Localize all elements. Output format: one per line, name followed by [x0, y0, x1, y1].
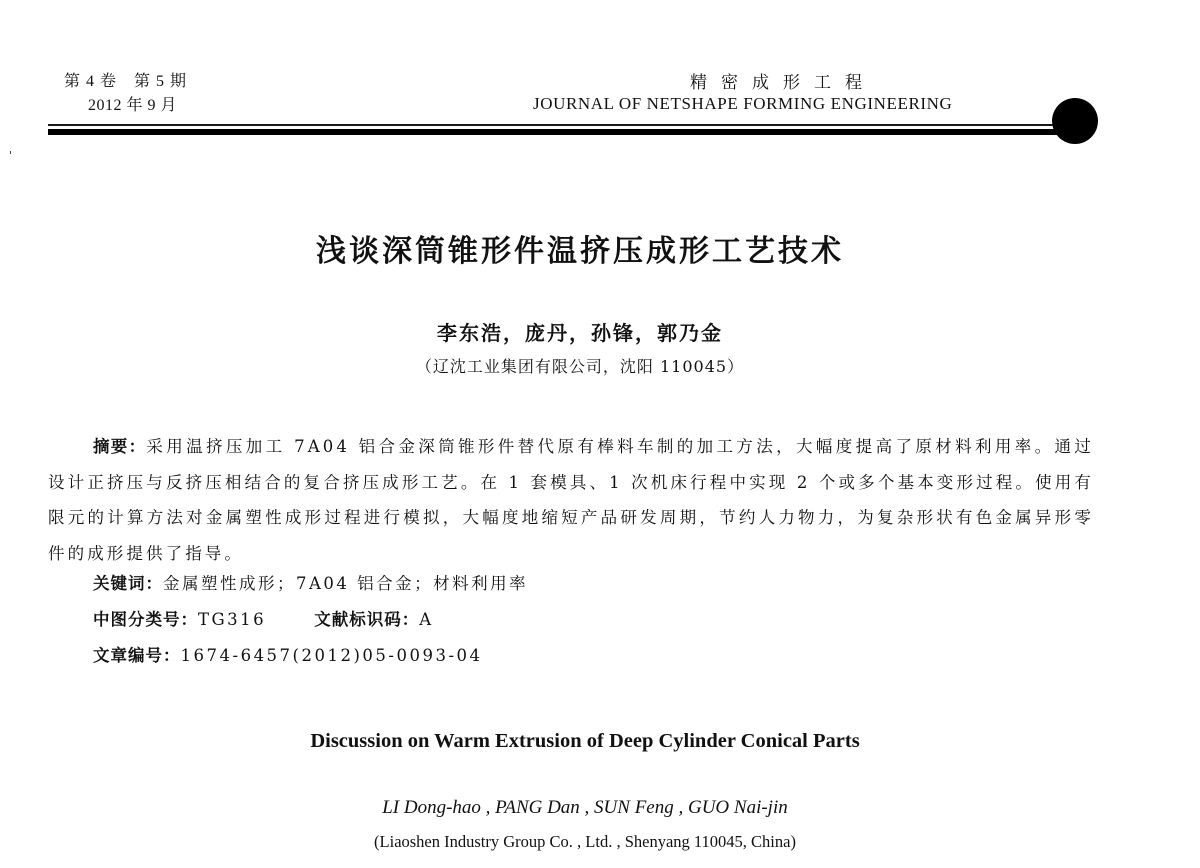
keywords-label: 关键词：	[93, 574, 163, 593]
volume-issue: 第 4 卷 第 5 期	[64, 73, 188, 90]
article-title-en: Discussion on Warm Extrusion of Deep Cylinder Conical Parts	[310, 730, 860, 752]
header-rule-thick	[48, 129, 1068, 135]
clc-label: 中图分类号：	[93, 610, 198, 629]
header-rule-thin	[48, 124, 1063, 126]
authors-en: LI Dong-hao , PANG Dan , SUN Feng , GUO Nai-jin	[382, 797, 788, 818]
keywords-text: 金属塑性成形；7A04 铝合金；材料利用率	[163, 574, 529, 593]
affiliation-en: (Liaoshen Industry Group Co. , Ltd. , Shenyang 110045, China)	[374, 832, 796, 851]
clc-value: TG316	[198, 610, 267, 629]
article-id-label: 文章编号：	[93, 646, 181, 665]
doc-code-label: 文献标识码：	[314, 610, 420, 629]
affiliation-cn: （辽沈工业集团有限公司，沈阳 110045）	[415, 357, 745, 376]
classification-line	[93, 606, 434, 630]
abstract	[48, 429, 1094, 571]
article-id-value: 1674-6457(2012)05-0093-04	[180, 646, 483, 665]
journal-name-en: JOURNAL OF NETSHAPE FORMING ENGINEERING	[533, 94, 953, 113]
scan-speck	[10, 151, 11, 154]
authors-cn: 李东浩，庞丹，孙锋，郭乃金	[437, 321, 723, 345]
article-id-line	[93, 642, 483, 666]
article-title-cn: 浅谈深筒锥形件温挤压成形工艺技术	[316, 234, 844, 269]
doc-code-value: A	[419, 610, 434, 629]
header-dot-ornament-icon	[1052, 98, 1098, 144]
abstract-text: 采用温挤压加工 7A04 铝合金深筒锥形件替代原有棒料车制的加工方法，大幅度提高了原材料利用率。通过设计正挤压与反挤压相结合的复合挤压成形工艺。在 1 套模具、1 次机床行程中实现 2 个或多个基本变形过程。使用有限元的计算方法对金属塑性成形过程进行模拟，大幅度地缩短产品研发周期，节约人力物力，为复杂形状有色金属异形零件的成形提供了指导。	[48, 437, 1095, 563]
abstract-label: 摘要：	[93, 437, 147, 456]
journal-name-cn: 精密成形工程	[690, 73, 876, 93]
publication-date: 2012 年 9 月	[88, 97, 178, 114]
keywords-line	[93, 570, 528, 594]
